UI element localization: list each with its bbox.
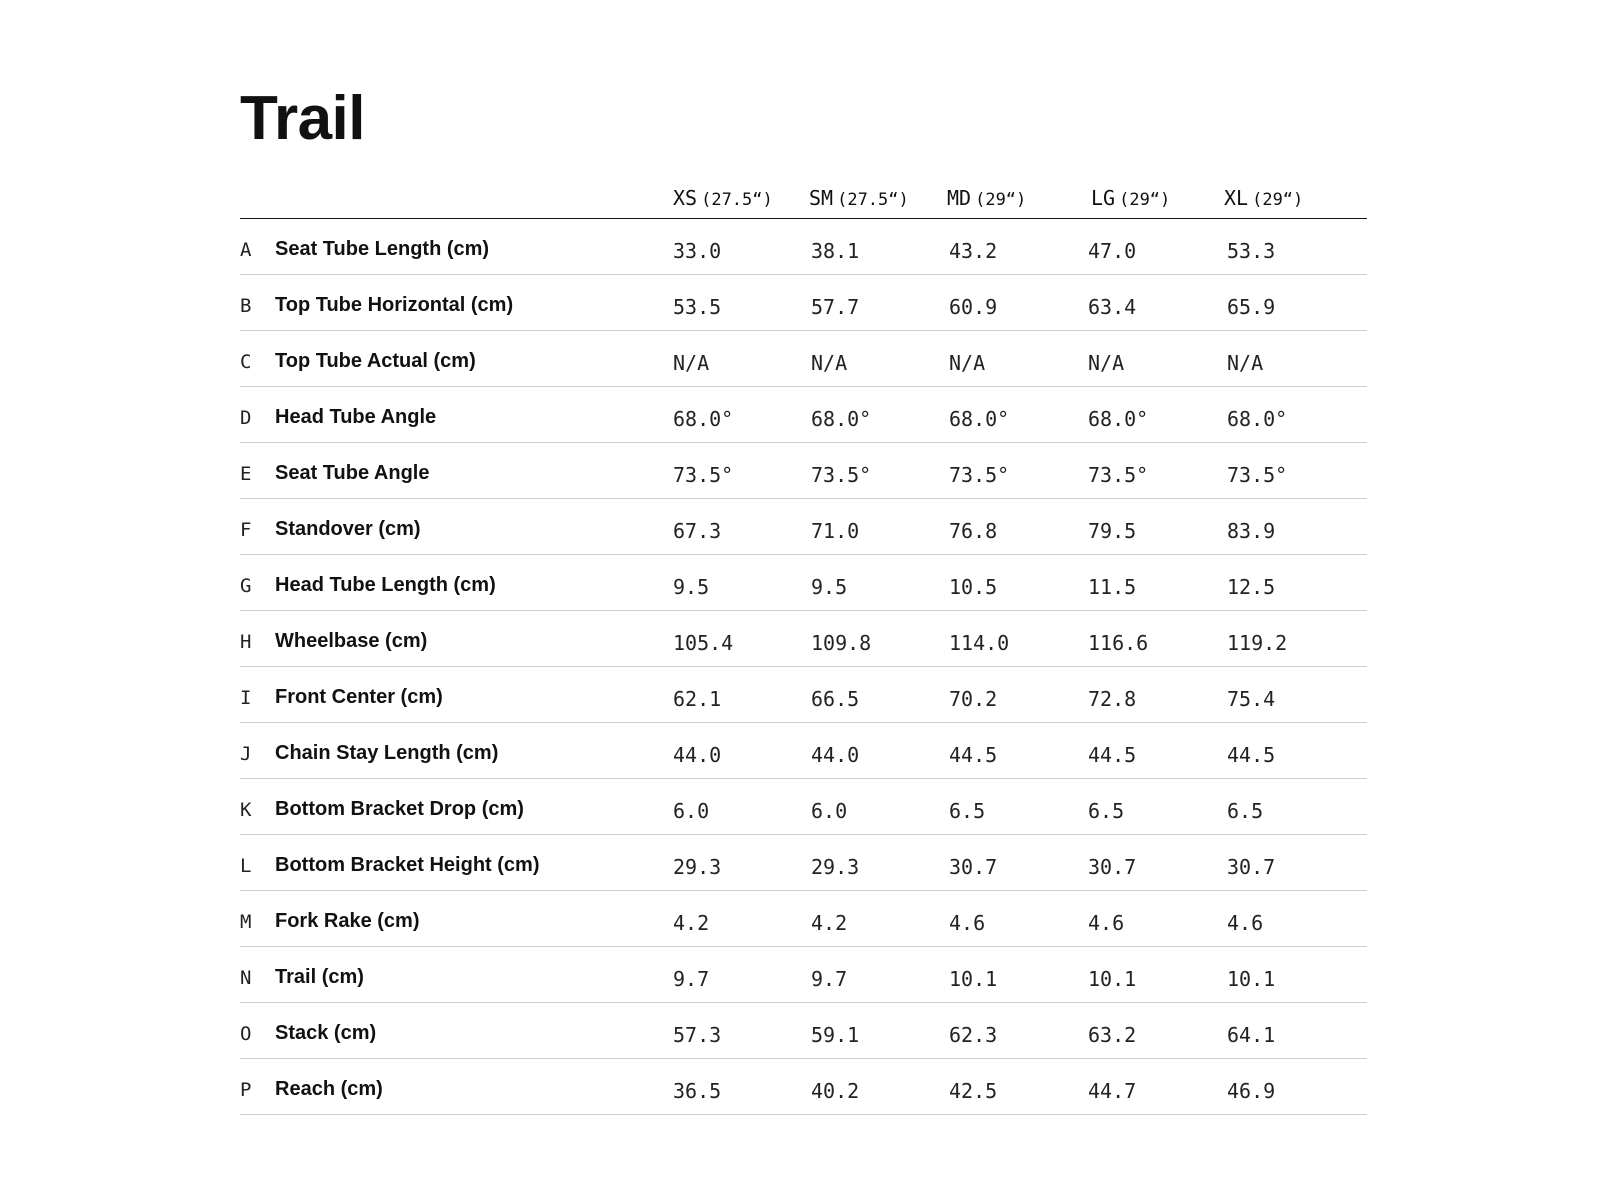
- table-cell: 73.5°: [673, 463, 734, 487]
- size-header-md: [947, 186, 1026, 210]
- table-cell: 30.7: [949, 855, 998, 879]
- table-cell: 44.5: [949, 743, 998, 767]
- table-cell: 6.5: [1088, 799, 1125, 823]
- table-cell: 4.2: [811, 911, 848, 935]
- table-cell: 114.0: [949, 631, 1010, 655]
- row-label: Top Tube Horizontal (cm): [275, 294, 514, 316]
- table-row: [240, 555, 1367, 611]
- table-cell: 64.1: [1227, 1023, 1276, 1047]
- table-cell: 12.5: [1227, 575, 1276, 599]
- row-letter: O: [240, 1023, 252, 1045]
- table-cell: 30.7: [1227, 855, 1276, 879]
- row-label: Trail (cm): [275, 966, 364, 988]
- table-cell: 44.7: [1088, 1079, 1137, 1103]
- table-cell: 9.7: [673, 967, 710, 991]
- table-cell: 30.7: [1088, 855, 1137, 879]
- table-cell: 44.0: [811, 743, 860, 767]
- table-cell: 57.3: [673, 1023, 722, 1047]
- table-cell: 53.3: [1227, 239, 1276, 263]
- table-cell: 9.5: [811, 575, 848, 599]
- size-name: XL: [1224, 186, 1249, 210]
- size-name: XS: [673, 186, 698, 210]
- size-header-xl: [1224, 186, 1303, 210]
- table-row: [240, 835, 1367, 891]
- page-title: Trail: [240, 84, 366, 153]
- table-cell: N/A: [811, 351, 848, 375]
- row-label: Front Center (cm): [275, 686, 443, 708]
- table-cell: 73.5°: [1227, 463, 1288, 487]
- row-letter: M: [240, 911, 252, 933]
- size-header-lg: [1091, 186, 1170, 210]
- table-row: [240, 1003, 1367, 1059]
- table-row: [240, 947, 1367, 1003]
- row-letter: K: [240, 799, 252, 821]
- row-label: Bottom Bracket Drop (cm): [275, 798, 524, 820]
- table-row: [240, 499, 1367, 555]
- table-cell: N/A: [1088, 351, 1125, 375]
- table-cell: 63.2: [1088, 1023, 1137, 1047]
- row-letter: C: [240, 351, 252, 373]
- row-letter: D: [240, 407, 252, 429]
- table-cell: 10.1: [1227, 967, 1276, 991]
- table-cell: 6.0: [811, 799, 848, 823]
- row-label: Head Tube Length (cm): [275, 574, 496, 596]
- table-cell: 68.0°: [1227, 407, 1288, 431]
- table-cell: 4.2: [673, 911, 710, 935]
- table-cell: 63.4: [1088, 295, 1137, 319]
- row-letter: H: [240, 631, 252, 653]
- table-cell: 4.6: [1227, 911, 1264, 935]
- row-letter: F: [240, 519, 252, 541]
- table-cell: 42.5: [949, 1079, 998, 1103]
- size-name: MD: [947, 186, 972, 210]
- row-label: Standover (cm): [275, 518, 421, 540]
- table-cell: 36.5: [673, 1079, 722, 1103]
- row-label: Seat Tube Length (cm): [275, 238, 490, 260]
- table-row: [240, 219, 1367, 275]
- row-label: Reach (cm): [275, 1078, 383, 1100]
- row-label: Seat Tube Angle: [275, 462, 430, 484]
- table-row: [240, 611, 1367, 667]
- table-cell: 6.5: [1227, 799, 1264, 823]
- table-cell: 44.5: [1227, 743, 1276, 767]
- row-label: Fork Rake (cm): [275, 910, 420, 932]
- table-cell: 9.7: [811, 967, 848, 991]
- table-cell: N/A: [1227, 351, 1264, 375]
- table-cell: 10.1: [949, 967, 998, 991]
- table-cell: 68.0°: [949, 407, 1010, 431]
- row-letter: B: [240, 295, 252, 317]
- table-cell: 70.2: [949, 687, 998, 711]
- table-cell: 119.2: [1227, 631, 1288, 655]
- row-letter: J: [240, 743, 252, 765]
- table-cell: 109.8: [811, 631, 872, 655]
- row-letter: P: [240, 1079, 252, 1101]
- size-header-row: [240, 176, 1367, 219]
- table-cell: 43.2: [949, 239, 998, 263]
- table-cell: 4.6: [1088, 911, 1125, 935]
- table-cell: 46.9: [1227, 1079, 1276, 1103]
- table-cell: N/A: [949, 351, 986, 375]
- row-label: Head Tube Angle: [275, 406, 437, 428]
- table-row: [240, 387, 1367, 443]
- row-letter: E: [240, 463, 252, 485]
- table-row: [240, 443, 1367, 499]
- table-cell: 6.0: [673, 799, 710, 823]
- size-header-xs: [673, 186, 773, 210]
- row-letter: I: [240, 687, 252, 709]
- wheel-size: (29“): [1252, 190, 1304, 210]
- table-cell: 11.5: [1088, 575, 1137, 599]
- size-header-sm: [809, 186, 909, 210]
- table-cell: 73.5°: [1088, 463, 1149, 487]
- table-cell: 6.5: [949, 799, 986, 823]
- table-cell: 57.7: [811, 295, 860, 319]
- table-row: [240, 723, 1367, 779]
- table-cell: 76.8: [949, 519, 998, 543]
- table-row: [240, 891, 1367, 947]
- table-row: [240, 275, 1367, 331]
- table-cell: 68.0°: [1088, 407, 1149, 431]
- wheel-size: (27.5“): [837, 190, 909, 210]
- table-row: [240, 667, 1367, 723]
- row-label: Bottom Bracket Height (cm): [275, 854, 540, 876]
- row-label: Wheelbase (cm): [275, 630, 428, 652]
- table-cell: 116.6: [1088, 631, 1149, 655]
- table-cell: 9.5: [673, 575, 710, 599]
- table-cell: 38.1: [811, 239, 860, 263]
- table-cell: 68.0°: [673, 407, 734, 431]
- wheel-size: (29“): [975, 190, 1027, 210]
- table-row: [240, 779, 1367, 835]
- table-cell: 33.0: [673, 239, 722, 263]
- size-name: LG: [1091, 186, 1116, 210]
- row-letter: G: [240, 575, 252, 597]
- size-name: SM: [809, 186, 834, 210]
- table-cell: 29.3: [811, 855, 860, 879]
- table-cell: 60.9: [949, 295, 998, 319]
- table-cell: 79.5: [1088, 519, 1137, 543]
- table-cell: 73.5°: [949, 463, 1010, 487]
- row-label: Stack (cm): [275, 1022, 377, 1044]
- table-cell: 83.9: [1227, 519, 1276, 543]
- table-cell: 105.4: [673, 631, 734, 655]
- table-cell: 72.8: [1088, 687, 1137, 711]
- table-cell: 66.5: [811, 687, 860, 711]
- table-cell: 67.3: [673, 519, 722, 543]
- row-letter: A: [240, 239, 252, 261]
- wheel-size: (27.5“): [701, 190, 773, 210]
- table-cell: 65.9: [1227, 295, 1276, 319]
- table-row: [240, 1059, 1367, 1115]
- row-label: Top Tube Actual (cm): [275, 350, 476, 372]
- row-letter: L: [240, 855, 252, 877]
- table-cell: 71.0: [811, 519, 860, 543]
- table-cell: 62.3: [949, 1023, 998, 1047]
- table-cell: N/A: [673, 351, 710, 375]
- geometry-table: [240, 176, 1367, 1115]
- table-cell: 40.2: [811, 1079, 860, 1103]
- table-cell: 10.5: [949, 575, 998, 599]
- table-cell: 4.6: [949, 911, 986, 935]
- row-label: Chain Stay Length (cm): [275, 742, 499, 764]
- table-body: [240, 219, 1367, 1115]
- table-cell: 53.5: [673, 295, 722, 319]
- table-cell: 10.1: [1088, 967, 1137, 991]
- table-cell: 44.5: [1088, 743, 1137, 767]
- wheel-size: (29“): [1119, 190, 1171, 210]
- table-cell: 73.5°: [811, 463, 872, 487]
- table-cell: 68.0°: [811, 407, 872, 431]
- row-letter: N: [240, 967, 252, 989]
- table-row: [240, 331, 1367, 387]
- table-cell: 29.3: [673, 855, 722, 879]
- table-cell: 75.4: [1227, 687, 1276, 711]
- table-cell: 47.0: [1088, 239, 1137, 263]
- table-cell: 44.0: [673, 743, 722, 767]
- table-cell: 59.1: [811, 1023, 860, 1047]
- table-cell: 62.1: [673, 687, 722, 711]
